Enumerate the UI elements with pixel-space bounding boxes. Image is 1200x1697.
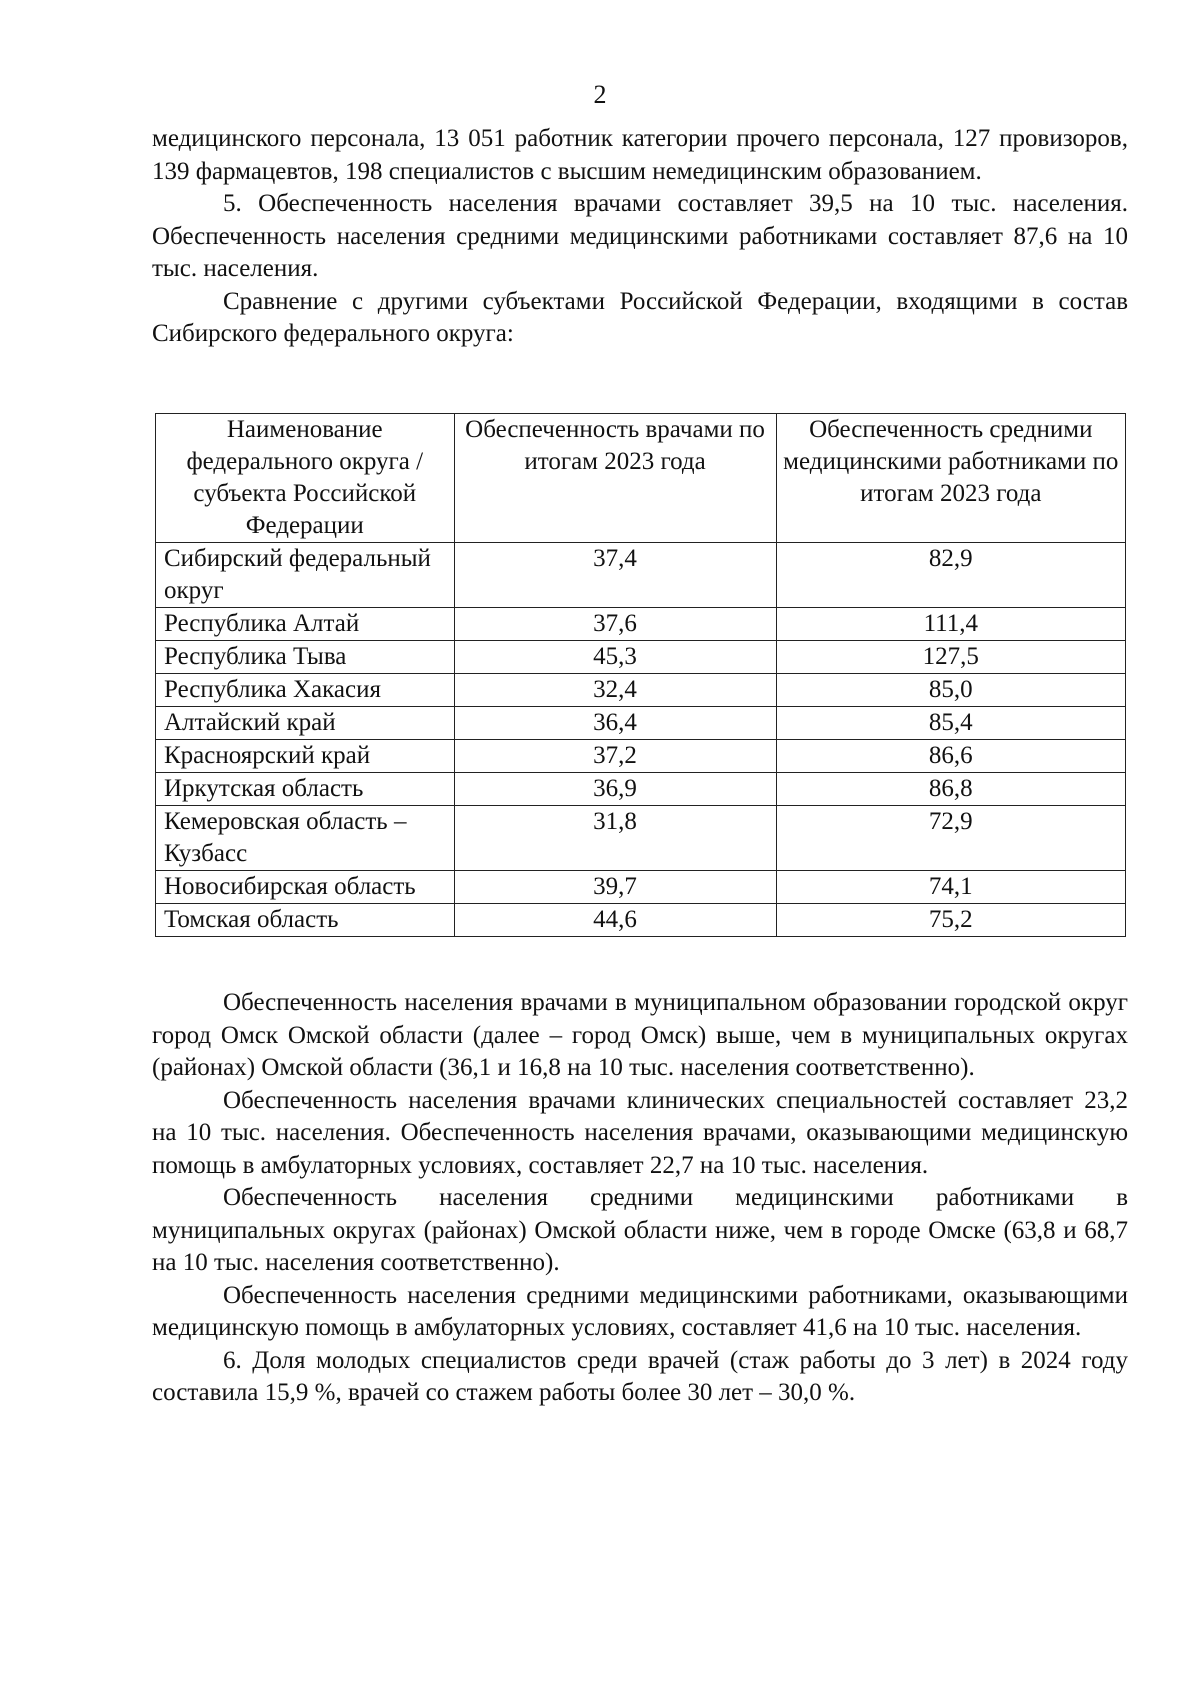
column-header-doctors: Обеспеченность врачами по итогам 2023 года	[454, 414, 776, 543]
cell-doctors: 39,7	[454, 871, 776, 904]
table-row	[156, 806, 1126, 871]
paragraph: Сравнение с другими субъектами Российской Федерации, входящими в состав Сибирского федерального округа:	[152, 287, 1128, 347]
paragraph: Обеспеченность населения средними медицинскими работниками в муниципальных округах (районах) Омской области ниже, чем в городе Омске (63,8 и 68,7 на 10 тыс. населения соответственно).	[152, 1184, 1128, 1276]
table-row	[156, 773, 1126, 806]
cell-doctors: 37,4	[454, 543, 776, 608]
cell-nurses: 86,8	[776, 773, 1125, 806]
cell-region: Республика Тыва	[156, 641, 455, 674]
table-row	[156, 904, 1126, 937]
column-header-region: Наименование федерального округа / субъекта Российской Федерации	[156, 414, 455, 543]
table-row	[156, 543, 1126, 608]
cell-doctors: 32,4	[454, 674, 776, 707]
cell-nurses: 85,4	[776, 707, 1125, 740]
comparison-table	[155, 413, 1126, 937]
paragraph: 6. Доля молодых специалистов среди врачей (стаж работы до 3 лет) в 2024 году составила 15,9 %, врачей со стажем работы более 30 лет – 30,0 %.	[152, 1346, 1128, 1406]
cell-region: Кемеровская область – Кузбасс	[156, 806, 455, 871]
cell-nurses: 75,2	[776, 904, 1125, 937]
table-row	[156, 608, 1126, 641]
cell-doctors: 37,6	[454, 608, 776, 641]
paragraph: медицинского персонала, 13 051 работник категории прочего персонала, 127 провизоров, 139 фармацевтов, 198 специалистов с высшим немедицинским образованием.	[152, 125, 1128, 185]
cell-nurses: 74,1	[776, 871, 1125, 904]
paragraph: Обеспеченность населения средними медицинскими работниками, оказывающими медицинскую помощь в амбулаторных условиях, составляет 41,6 на 10 тыс. населения.	[152, 1281, 1128, 1341]
cell-nurses: 111,4	[776, 608, 1125, 641]
cell-nurses: 82,9	[776, 543, 1125, 608]
cell-region: Красноярский край	[156, 740, 455, 773]
cell-region: Томская область	[156, 904, 455, 937]
cell-doctors: 45,3	[454, 641, 776, 674]
table-row	[156, 740, 1126, 773]
table-header-row	[156, 414, 1126, 543]
cell-region: Иркутская область	[156, 773, 455, 806]
cell-region: Алтайский край	[156, 707, 455, 740]
paragraph: 5. Обеспеченность населения врачами составляет 39,5 на 10 тыс. населения. Обеспеченность населения средними медицинскими работниками составляет 87,6 на 10 тыс. населения.	[152, 190, 1128, 282]
paragraph: Обеспеченность населения врачами в муниципальном образовании городской округ город Омск Омской области (далее – город Омск) выше, чем в муниципальных округах (районах) Омской области (36,1 и 16,8 на 10 тыс. населения соответственно).	[152, 989, 1128, 1081]
cell-nurses: 85,0	[776, 674, 1125, 707]
cell-doctors: 44,6	[454, 904, 776, 937]
cell-nurses: 127,5	[776, 641, 1125, 674]
table-row	[156, 641, 1126, 674]
cell-doctors: 36,4	[454, 707, 776, 740]
cell-region: Сибирский федеральный округ	[156, 543, 455, 608]
cell-nurses: 86,6	[776, 740, 1125, 773]
page-number: 2	[593, 80, 607, 109]
cell-region: Новосибирская область	[156, 871, 455, 904]
paragraph: Обеспеченность населения врачами клинических специальностей составляет 23,2 на 10 тыс. населения. Обеспеченность населения врачами, оказывающими медицинскую помощь в амбулаторных условиях, составляет 22,7 на 10 тыс. населения.	[152, 1086, 1128, 1179]
cell-region: Республика Алтай	[156, 608, 455, 641]
table-row	[156, 674, 1126, 707]
text-block-bottom	[152, 987, 1128, 1410]
cell-region: Республика Хакасия	[156, 674, 455, 707]
cell-doctors: 37,2	[454, 740, 776, 773]
text-block-top	[152, 123, 1128, 351]
cell-doctors: 31,8	[454, 806, 776, 871]
table-row	[156, 707, 1126, 740]
table-row	[156, 871, 1126, 904]
cell-nurses: 72,9	[776, 806, 1125, 871]
cell-doctors: 36,9	[454, 773, 776, 806]
column-header-nurses: Обеспеченность средними медицинскими работниками по итогам 2023 года	[776, 414, 1125, 543]
